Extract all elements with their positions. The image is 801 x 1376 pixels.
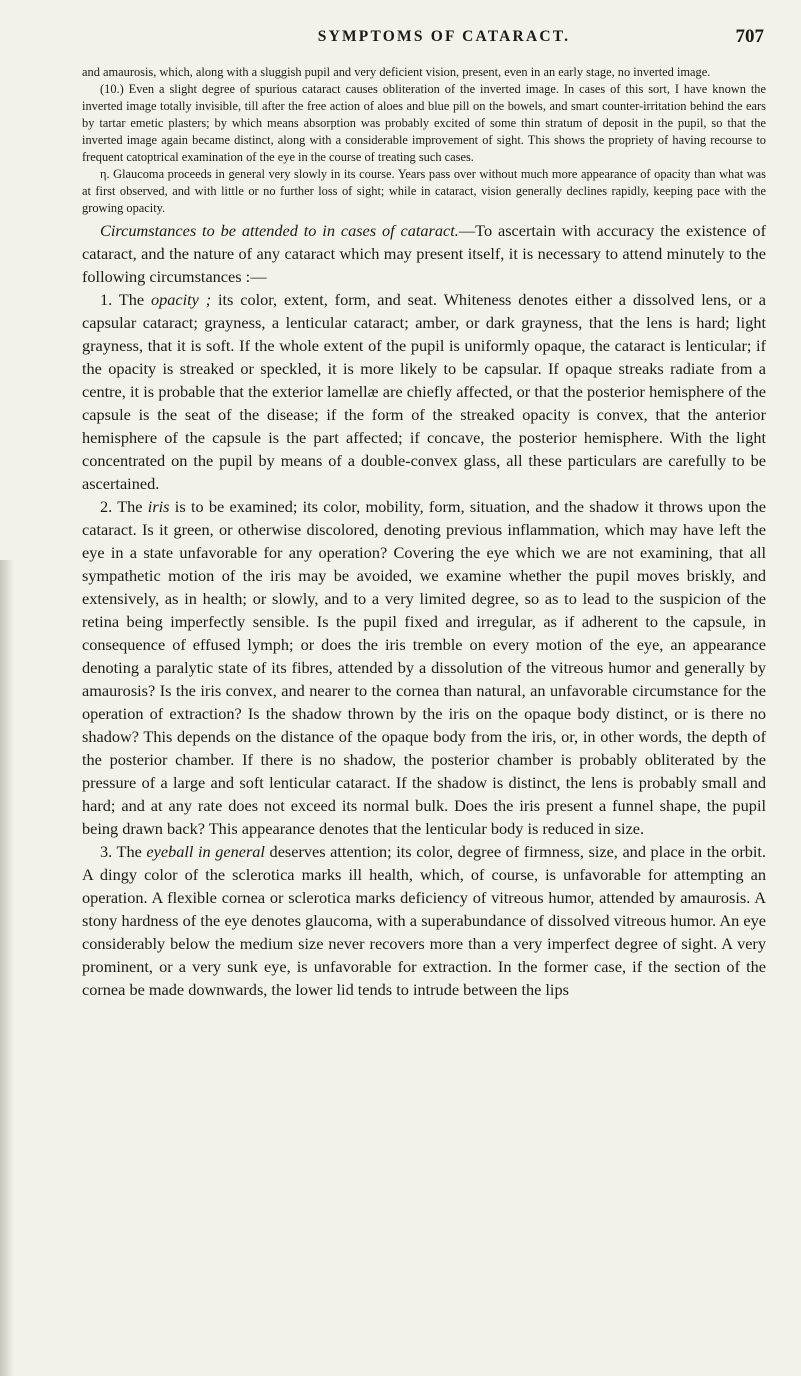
section-intro: —To ascertain with accuracy the existence of cataract, and the nature of any cataract which may present itself, it is necessary to attend minutely to the following circumstances :— bbox=[82, 221, 766, 286]
list-item bbox=[82, 288, 766, 495]
item-text: its color, extent, form, and seat. Whiteness denotes either a dissolved lens, or a capsular cataract; grayness, a lenticular cataract; amber, or dark grayness, that the lens is hard; light grayness, that it is soft. If the whole extent of the pupil is uniformly opaque, the cataract is lenticular; if the opacity is streaked or speckled, it is more likely to be capsular. If opaque streaks radiate from a centre, it is probable that the exterior lamellæ are chiefly affected, or that the posterior hemisphere of the capsule is the seat of the disease; if the form of the streaked opacity is convex, that the anterior hemisphere of the capsule is the part affected; if concave, the posterior hemisphere. With the light concentrated on the pupil by means of a double-convex glass, all these particulars are carefully to be ascertained. bbox=[82, 290, 766, 493]
item-text: is to be examined; its color, mobility, form, situation, and the shadow it throws upon the cataract. Is it green, or otherwise discolored, denoting previous inflammation, which may have left the eye in a state unfavorable for any operation? Covering the eye which we are not examining, that all sympathetic motion of the iris may be avoided, we examine whether the pupil moves briskly, and extensively, as in health; or slowly, and to a very limited degree, so as to lead to the suspicion of the retina being imperfectly sensible. Is the pupil fixed and irregular, as if adherent to the capsule, in consequence of effused lymph; or does the iris tremble on every motion of the eye, an appearance denoting a paralytic state of its fibres, attended by a dissolution of the vitreous humor and generally by amaurosis? Is the iris convex, and nearer to the cornea than natural, an unfavorable circumstance for the operation of extraction? Is the shadow thrown by the iris on the opaque body distinct, or is there no shadow? This depends on the distance of the opaque body from the iris, or, in other words, the depth of the posterior chamber. If there is no shadow, the posterior chamber is probably obliterated by the pressure of a large and soft lenticular cataract. If the shadow is distinct, the lens is probably small and hard; and at any rate does not exceed its normal bulk. Does the iris present a funnel shape, the pupil being drawn back? This appearance denotes that the lenticular body is reduced in size. bbox=[82, 497, 766, 838]
page-gutter-shadow bbox=[0, 560, 14, 1376]
main-text bbox=[82, 219, 766, 1001]
list-item bbox=[82, 495, 766, 840]
item-lead: 1. The bbox=[100, 290, 151, 309]
item-term: opacity ; bbox=[150, 290, 212, 309]
page-number: 707 bbox=[735, 26, 764, 47]
note-paragraph: and amaurosis, which, along with a sluggish pupil and very deficient vision, present, even in an early stage, no inverted image. bbox=[82, 65, 711, 79]
item-lead: 3. The bbox=[100, 842, 147, 861]
footnote-block bbox=[82, 64, 766, 217]
page-header bbox=[82, 28, 764, 52]
note-paragraph: (10.) Even a slight degree of spurious cataract causes obliteration of the inverted image. In cases of this sort, I have known the inverted image totally invisible, till after the free action of aloes and blue pill on the bowels, and smart counter-irritation behind the ears by tartar emetic plasters; by which means absorption was probably excited of some thin stratum of deposit in the pupil, so that the inverted image again became distinct, along with a considerable improvement of sight. This shows the propriety of having recourse to frequent catoptrical examination of the eye in the course of treating such cases. bbox=[82, 82, 766, 164]
list-item bbox=[82, 840, 766, 1001]
item-text: deserves attention; its color, degree of firmness, size, and place in the orbit. A dingy color of the sclerotica marks ill health, which, of course, is unfavorable for attempting an operation. A flexible cornea or sclerotica marks deficiency of vitreous humor, attended by amaurosis. A stony hardness of the eye denotes glaucoma, with a superabundance of dissolved vitreous humor. An eye considerably below the medium size never recovers more than a very imperfect degree of sight. A very prominent, or a very sunk eye, is unfavorable for extraction. In the former case, if the section of the cornea be made downwards, the lower lid tends to intrude between the lips bbox=[82, 842, 766, 999]
section-paragraph bbox=[82, 219, 766, 288]
section-heading: Circumstances to be attended to in cases of cataract. bbox=[100, 221, 459, 240]
item-lead: 2. The bbox=[100, 497, 148, 516]
item-term: eyeball in general bbox=[146, 842, 265, 861]
running-head: SYMPTOMS OF CATARACT. bbox=[317, 28, 571, 45]
item-term: iris bbox=[147, 497, 170, 516]
page-body bbox=[82, 64, 766, 1001]
note-paragraph: η. Glaucoma proceeds in general very slowly in its course. Years pass over without much more appearance of opacity than what was at first observed, and with little or no further loss of sight; while in cataract, vision generally declines rapidly, keeping pace with the growing opacity. bbox=[82, 167, 766, 215]
